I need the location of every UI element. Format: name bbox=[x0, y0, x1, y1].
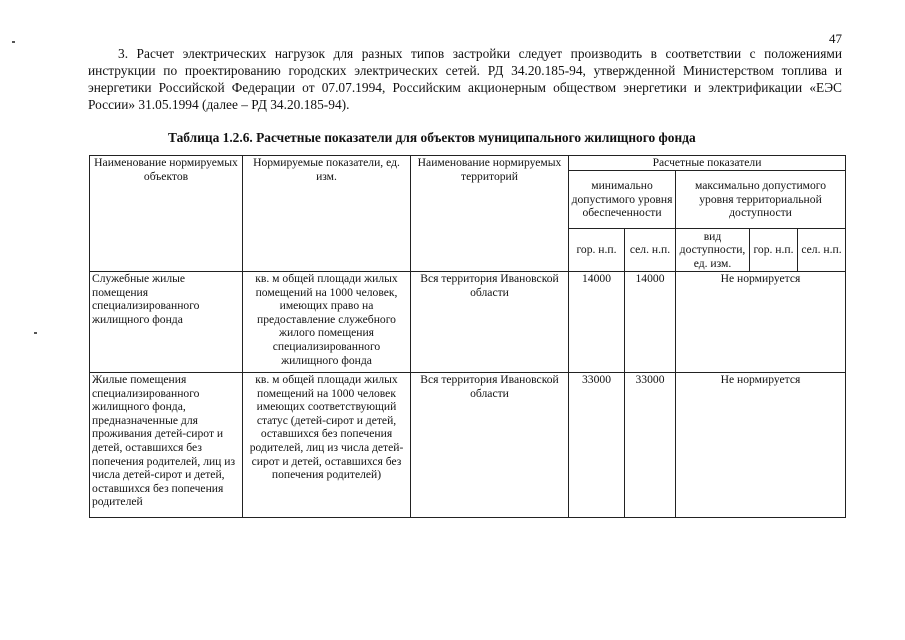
header-calc: Расчетные показатели bbox=[569, 156, 846, 171]
table-row bbox=[90, 373, 846, 518]
cell-max: Не нормируется bbox=[676, 373, 846, 518]
cell-territory: Вся территория Ивановской области bbox=[411, 272, 569, 373]
header-min-sel: сел. н.п. bbox=[625, 229, 676, 272]
header-object: Наименование нормируемых объектов bbox=[90, 156, 243, 272]
scan-mark bbox=[12, 41, 15, 43]
header-max-gor: гор. н.п. bbox=[750, 229, 798, 272]
cell-min-gor: 33000 bbox=[569, 373, 625, 518]
cell-min-sel: 14000 bbox=[625, 272, 676, 373]
cell-object: Жилые помещения специализированного жилищного фонда, предназначенные для проживания детей-сирот и детей, оставшихся без попечения родителей, лиц из числа детей-сирот и детей, оставшихся без попечения родителей bbox=[90, 373, 243, 518]
norms-table bbox=[89, 155, 846, 518]
header-max-sel: сел. н.п. bbox=[798, 229, 846, 272]
body-paragraph: 3. Расчет электрических нагрузок для разных типов застройки следует производить в соответствии с положениями инструкции по проектированию городских электрических сетей. РД 34.20.185-94, утвержденной Министерством топлива и энергетики Российской Федерации от 07.07.1994, Российским акционерным обществом энергетики и электрификации «ЕЭС России» 31.05.1994 (далее – РД 34.20.185-94). bbox=[88, 46, 842, 112]
table-row bbox=[90, 272, 846, 373]
cell-object: Служебные жилые помещения специализированного жилищного фонда bbox=[90, 272, 243, 373]
cell-indicator: кв. м общей площади жилых помещений на 1000 человек имеющих соответствующий статус (детей-сирот и детей, оставшихся без попечения родителей, лиц из числа детей-сирот и детей, оставшихся без попечения родителей) bbox=[243, 373, 411, 518]
scan-mark bbox=[34, 332, 37, 334]
header-max-level: максимально допустимого уровня территориальной доступности bbox=[676, 171, 846, 229]
header-min-level: минимально допустимого уровня обеспеченности bbox=[569, 171, 676, 229]
table-header-row bbox=[90, 156, 846, 171]
header-min-gor: гор. н.п. bbox=[569, 229, 625, 272]
cell-min-gor: 14000 bbox=[569, 272, 625, 373]
cell-territory: Вся территория Ивановской области bbox=[411, 373, 569, 518]
cell-max: Не нормируется bbox=[676, 272, 846, 373]
cell-min-sel: 33000 bbox=[625, 373, 676, 518]
header-vid: вид доступности, ед. изм. bbox=[676, 229, 750, 272]
table-caption: Таблица 1.2.6. Расчетные показатели для объектов муниципального жилищного фонда bbox=[168, 130, 696, 145]
page-number: 47 bbox=[829, 31, 842, 46]
header-territory: Наименование нормируемых территорий bbox=[411, 156, 569, 272]
cell-indicator: кв. м общей площади жилых помещений на 1000 человек, имеющих право на предоставление служебного жилого помещения специализированного жилищного фонда bbox=[243, 272, 411, 373]
header-indicator: Нормируемые показатели, ед. изм. bbox=[243, 156, 411, 272]
